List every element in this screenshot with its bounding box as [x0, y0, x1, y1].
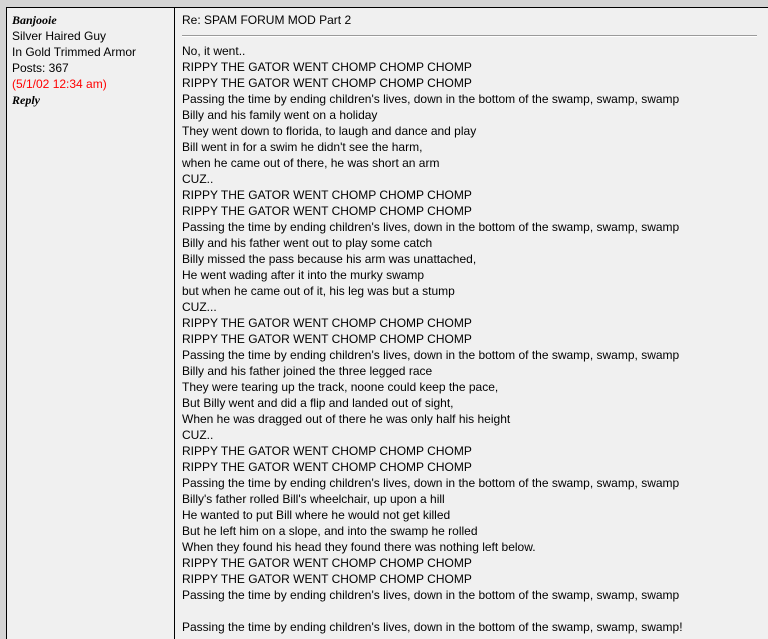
forum-post [6, 8, 768, 639]
body-line: RIPPY THE GATOR WENT CHOMP CHOMP CHOMP [182, 332, 472, 346]
body-line: RIPPY THE GATOR WENT CHOMP CHOMP CHOMP [182, 316, 472, 330]
subject-divider [182, 35, 757, 37]
body-line: Billy's father rolled Bill's wheelchair, up upon a hill [182, 492, 445, 506]
body-line [182, 603, 768, 619]
body-line: RIPPY THE GATOR WENT CHOMP CHOMP CHOMP [182, 556, 472, 570]
body-line: Passing the time by ending children's lives, down in the bottom of the swamp, swamp, swamp [182, 92, 680, 106]
body-line: Passing the time by ending children's lives, down in the bottom of the swamp, swamp, swamp [182, 476, 680, 490]
message-panel [175, 8, 768, 639]
body-line: But Billy went and did a flip and landed out of sight, [182, 396, 454, 410]
body-line: CUZ.. [182, 172, 214, 186]
body-line: Passing the time by ending children's lives, down in the bottom of the swamp, swamp, swamp! [182, 620, 683, 634]
body-line: Bill went in for a swim he didn't see the harm, [182, 140, 423, 154]
body-line: RIPPY THE GATOR WENT CHOMP CHOMP CHOMP [182, 188, 472, 202]
body-line: Billy and his father went out to play some catch [182, 236, 433, 250]
author-panel [7, 8, 175, 639]
body-line: CUZ... [182, 300, 217, 314]
body-line: Billy and his father joined the three legged race [182, 364, 433, 378]
body-line: RIPPY THE GATOR WENT CHOMP CHOMP CHOMP [182, 444, 472, 458]
author-name: Banjooie [12, 13, 57, 27]
author-armor-title: In Gold Trimmed Armor [12, 45, 137, 59]
body-line: RIPPY THE GATOR WENT CHOMP CHOMP CHOMP [182, 60, 472, 74]
body-line: No, it went.. [182, 44, 246, 58]
body-line: RIPPY THE GATOR WENT CHOMP CHOMP CHOMP [182, 204, 472, 218]
body-line: Billy and his family went on a holiday [182, 108, 378, 122]
body-line: They went down to florida, to laugh and dance and play [182, 124, 477, 138]
body-line: Billy missed the pass because his arm was unattached, [182, 252, 477, 266]
body-line: Passing the time by ending children's lives, down in the bottom of the swamp, swamp, swamp [182, 220, 680, 234]
body-line: When he was dragged out of there he was only half his height [182, 412, 511, 426]
body-line: But he left him on a slope, and into the swamp he rolled [182, 524, 478, 538]
author-rank-title: Silver Haired Guy [12, 29, 107, 43]
reply-link[interactable]: Reply [12, 93, 40, 107]
author-post-count: Posts: 367 [12, 61, 69, 75]
body-line: Passing the time by ending children's lives, down in the bottom of the swamp, swamp, swamp [182, 588, 680, 602]
body-line: Passing the time by ending children's lives, down in the bottom of the swamp, swamp, swamp [182, 348, 680, 362]
body-line: RIPPY THE GATOR WENT CHOMP CHOMP CHOMP [182, 76, 472, 90]
body-line: They were tearing up the track, noone could keep the pace, [182, 380, 499, 394]
body-line: CUZ.. [182, 428, 214, 442]
post-timestamp: (5/1/02 12:34 am) [12, 77, 107, 91]
body-line: When they found his head they found there was nothing left below. [182, 540, 536, 554]
body-line: RIPPY THE GATOR WENT CHOMP CHOMP CHOMP [182, 460, 472, 474]
body-line: but when he came out of it, his leg was but a stump [182, 284, 455, 298]
previous-post-border [6, 0, 768, 8]
post-body [182, 43, 768, 635]
post-subject: Re: SPAM FORUM MOD Part 2 [182, 13, 352, 27]
body-line: He went wading after it into the murky swamp [182, 268, 425, 282]
body-line: RIPPY THE GATOR WENT CHOMP CHOMP CHOMP [182, 572, 472, 586]
body-line: He wanted to put Bill where he would not get killed [182, 508, 451, 522]
body-line: when he came out of there, he was short an arm [182, 156, 440, 170]
